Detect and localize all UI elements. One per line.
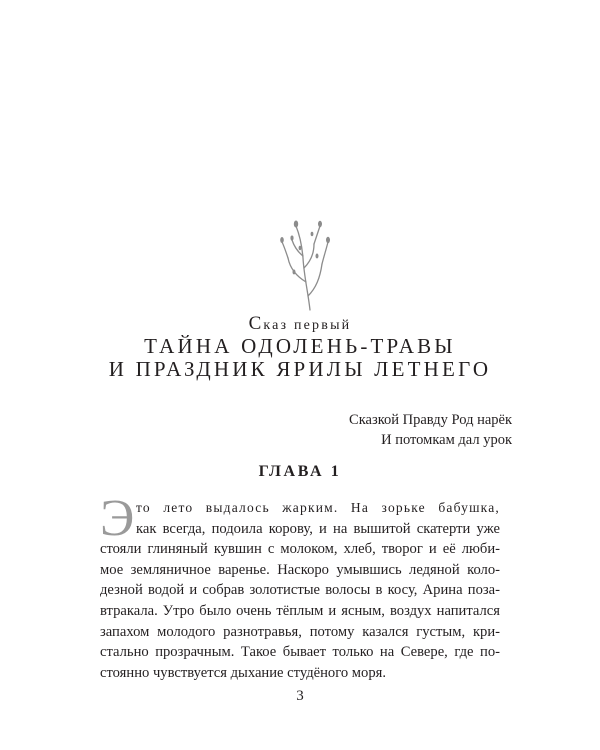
body-line-4: мое земляничное варенье. Наскоро умывшись ледяной коло- <box>100 561 500 578</box>
epigraph <box>349 410 512 450</box>
body-line-8: стально прозрачным. Такое бывает только на Севере, где по- <box>100 644 500 661</box>
body-line-9: стоянно чувствуется дыхание студёного моря. <box>100 664 386 681</box>
drop-cap: Э <box>100 490 135 547</box>
tale-label <box>0 313 600 335</box>
body-line-2: как всегда, подоила корову, и на вышитой скатерти уже <box>136 520 500 537</box>
epigraph-line1: Сказкой Правду Род нарёк <box>349 412 512 428</box>
page-number: 3 <box>296 688 304 704</box>
tale-title-line2: И ПРАЗДНИК ЯРИЛЫ ЛЕТНЕГО <box>108 357 492 381</box>
herb-sprig-icon <box>270 212 340 312</box>
body-line-1: то лето выдалось жарким. На зорьке бабушка, <box>136 500 500 515</box>
body-line-6: втракала. Утро было очень тёплым и ясным, воздух напитался <box>100 602 500 619</box>
body-line-3: стояли глиняный кувшин с молоком, хлеб, творог и её люби- <box>100 541 500 558</box>
tale-label-first-letter: С <box>248 313 264 334</box>
body-line-7: запахом молодого разнотравья, потому казался густым, кри- <box>100 623 500 640</box>
body-line-5: дезной водой и собрав золотистые волосы в косу, Арина поза- <box>100 582 500 599</box>
tale-title-line1: ТАЙНА ОДОЛЕНЬ-ТРАВЫ <box>144 334 456 358</box>
chapter-heading: ГЛАВА 1 <box>258 463 342 480</box>
epigraph-line2: И потомкам дал урок <box>381 432 512 448</box>
tale-label-rest: каз первый <box>263 318 352 333</box>
body-paragraph <box>100 498 500 683</box>
